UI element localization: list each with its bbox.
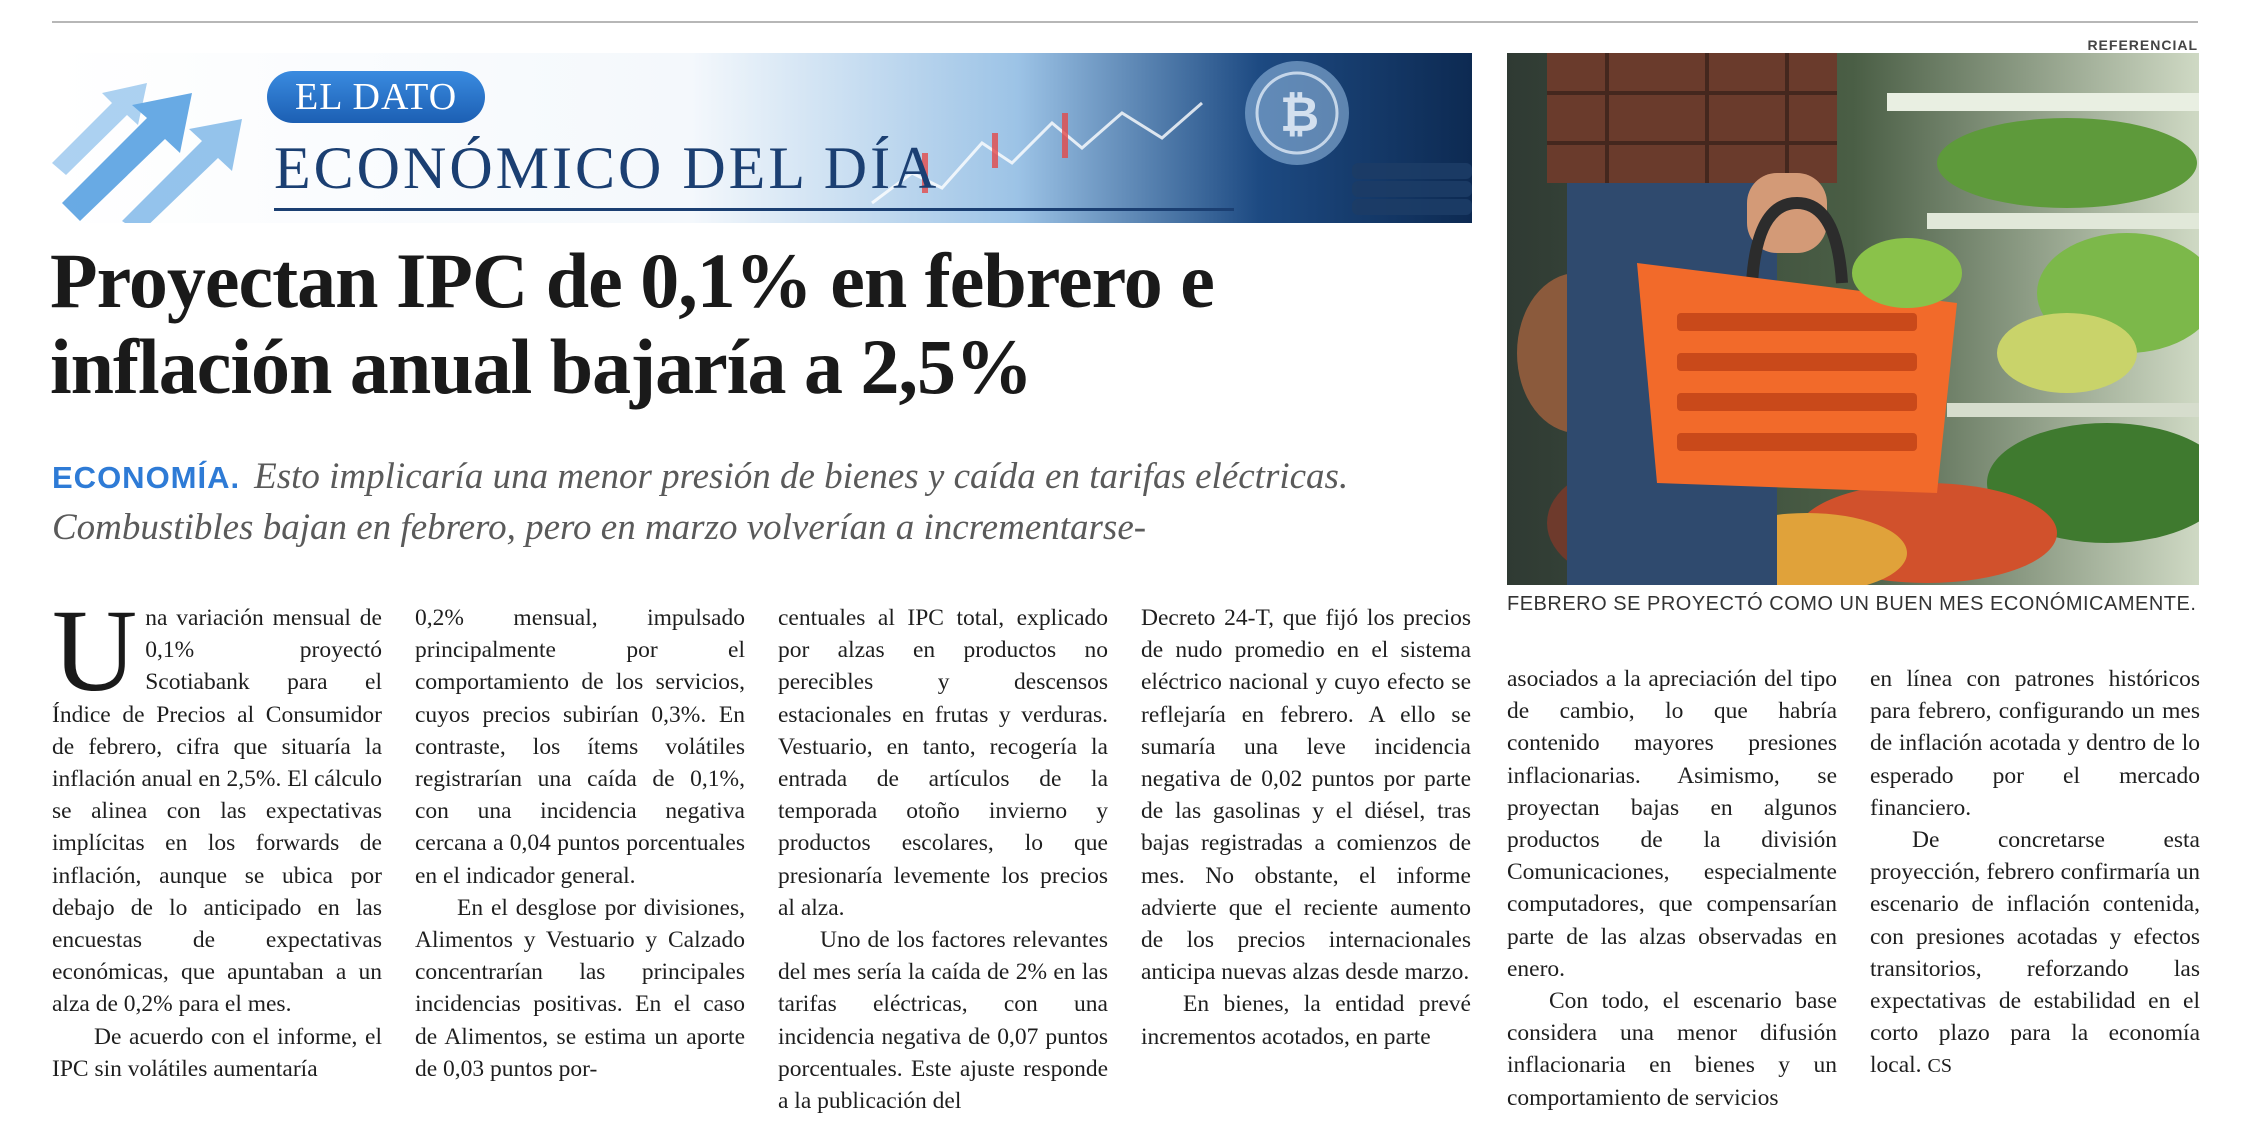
article-column-3 (778, 602, 1108, 1117)
photo-caption: FEBRERO SE PROYECTÓ COMO UN BUEN MES ECONÓMICAMENTE. (1507, 593, 2197, 615)
headline (50, 238, 1470, 410)
paragraph: En el desglose por divisiones, Alimentos y Vestuario y Calzado concentrarían las principales incidencias positivas. En el caso de Alimentos, se estima un aporte de 0,03 puntos por- (415, 894, 745, 1082)
paragraph: De acuerdo con el informe, el IPC sin volátiles aumentaría (52, 1023, 382, 1082)
banner-badge: EL DATO (267, 71, 485, 123)
headline-line-2: inflación anual bajaría a 2,5% (50, 323, 1032, 410)
growth-arrows-icon (52, 83, 242, 223)
paragraph: na variación mensual de 0,1% proyectó Scotiabank para el Índice de Precios al Consumidor de febrero, cifra que situaría la inflación anual en 2,5%. El cálculo se alinea con las expectativas implícitas en los forwards de inflación, aunque se ubica por debajo de lo anticipado en las encuestas de expectativas económicas, que apuntaban a un alza de 0,2% para el mes. (52, 605, 382, 1018)
article-column-6 (1870, 663, 2200, 1083)
paragraph: Uno de los factores relevantes del mes sería la caída de 2% en las tarifas eléctricas, con una incidencia negativa de 0,07 puntos porcentuales. Este ajuste responde a la publicación del (778, 927, 1108, 1115)
deck-text: Esto implicaría una menor presión de bienes y caída en tarifas eléctricas. Combustibles bajan en febrero, pero en marzo volverían a incrementarse- (52, 456, 1349, 548)
paragraph: en línea con patrones históricos para febrero, configurando un mes de inflación acotada y dentro de lo esperado por el mercado financiero. (1870, 666, 2200, 821)
article-column-5 (1507, 663, 1837, 1114)
paragraph: 0,2% mensual, impulsado principalmente por el comportamiento de los servicios, cuyos precios subirían 0,3%. En contraste, los ítems volátiles registrarían una caída de 0,1%, con una incidencia negativa cercana a 0,04 puntos porcentuales en el indicador general. (415, 605, 745, 889)
paragraph: asociados a la apreciación del tipo de cambio, lo que habría contenido mayores presiones inflacionarias. Asimismo, se proyectan bajas en algunos productos de la división Comunicaciones, especialmente computadores, que compensarían parte de las alzas observadas en enero. (1507, 666, 1837, 982)
bitcoin-coin-icon (1245, 61, 1349, 165)
paragraph: En bienes, la entidad prevé incrementos acotados, en parte (1141, 991, 1471, 1050)
drop-cap: U (52, 585, 138, 716)
section-banner (52, 53, 1472, 223)
top-rule (52, 21, 2198, 23)
banner-title: ECONÓMICO DEL DÍA (274, 135, 940, 201)
photo-reference-label: REFERENCIAL (2087, 37, 2198, 53)
end-mark-icon: CS (1927, 1055, 1953, 1078)
banner-rule (274, 208, 1234, 211)
article-column-1 (52, 585, 382, 1085)
article-column-2 (415, 602, 745, 1085)
basket-photo-illustration (1507, 53, 2199, 585)
headline-line-1: Proyectan IPC de 0,1% en febrero e (50, 237, 1214, 324)
paragraph: De concretarse esta proyección, febrero confirmaría un escenario de inflación contenida, con presiones acotadas y efectos transitorios, reforzando las expectativas de estabilidad en el corto plazo para la economía local. (1870, 827, 2200, 1079)
section-tag: ECONOMÍA. (52, 460, 241, 495)
supermarket-photo (1507, 53, 2199, 585)
paragraph: Con todo, el escenario base considera una menor difusión inflacionaria en bienes y un comportamiento de servicios (1507, 988, 1837, 1111)
deck (52, 452, 1472, 553)
paragraph: centuales al IPC total, explicado por alzas en productos no perecibles y descensos estacionales en frutas y verduras. Vestuario, en tanto, recogería la entrada de artículos de la temporada otoño invierno y productos escolares, lo que presionaría levemente los precios al alza. (778, 605, 1108, 921)
svg-text:₿: ₿ (1280, 89, 1320, 142)
article-column-4 (1141, 602, 1471, 1053)
paragraph: Decreto 24-T, que fijó los precios de nudo promedio en el sistema eléctrico nacional y cuyo efecto se reflejaría en febrero. A ello se sumaría una leve incidencia negativa de 0,02 puntos por parte de las gasolinas y el diésel, tras bajas registradas a comienzos de mes. No obstante, el informe advierte que el reciente aumento de los precios internacionales anticipa nuevas alzas desde marzo. (1141, 605, 1471, 986)
